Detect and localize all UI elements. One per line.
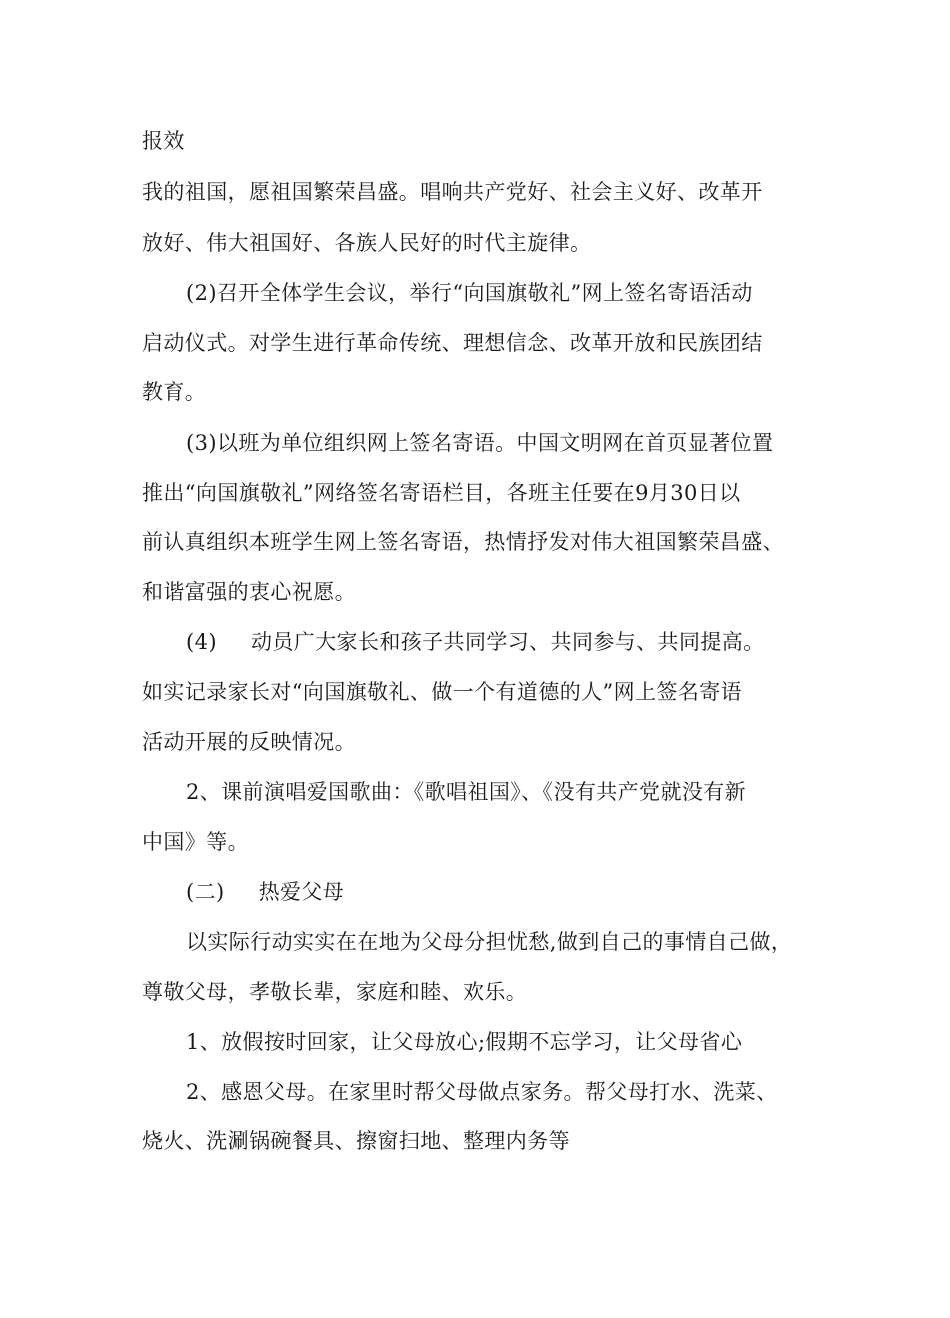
- text-line: 尊敬父母，孝敬长辈，家庭和睦、欢乐。: [142, 980, 528, 1004]
- list-marker: (4): [186, 630, 217, 654]
- text-line: 放好、伟大祖国好、各族人民好的时代主旋律。: [142, 231, 592, 255]
- text-line: (3)以班为单位组织网上签名寄语。中国文明网在首页显著位置: [186, 431, 774, 455]
- text-line: 教育。: [142, 380, 207, 404]
- text-line: 1、放假按时回家，让父母放心;假期不忘学习，让父母省心: [186, 1030, 743, 1054]
- text-line: 前认真组织本班学生网上签名寄语，热情抒发对伟大祖国繁荣昌盛、: [142, 530, 784, 554]
- text-segment: 动员广大家长和孩子共同学习、共同参与、共同提高。: [250, 630, 765, 654]
- section-heading: [186, 880, 344, 904]
- text-line: 推出“向国旗敬礼”网络签名寄语栏目，各班主任要在9月30日以: [142, 481, 741, 505]
- text-line: 2、课前演唱爱国歌曲：《歌唱祖国》、《没有共产党就没有新: [186, 780, 747, 804]
- text-line: 和谐富强的衷心祝愿。: [142, 580, 356, 604]
- text-line: 我的祖国，愿祖国繁荣昌盛。唱响共产党好、社会主义好、改革开: [142, 180, 763, 204]
- text-line: 启动仪式。对学生进行革命传统、理想信念、改革开放和民族团结: [142, 331, 763, 355]
- text-line: 烧火、洗涮锅碗餐具、擦窗扫地、整理内务等: [142, 1129, 570, 1153]
- text-line: [186, 630, 765, 654]
- text-line: 2、感恩父母。在家里时帮父母做点家务。帮父母打水、洗菜、: [186, 1080, 778, 1104]
- section-title: 热爱父母: [258, 880, 345, 904]
- section-marker: (二): [186, 880, 225, 904]
- text-line: 如实记录家长对“向国旗敬礼、做一个有道德的人”网上签名寄语: [142, 680, 743, 704]
- text-line: 以实际行动实实在在地为父母分担忧愁,做到自己的事情自己做，: [186, 930, 793, 954]
- text-line: 报效: [142, 129, 185, 153]
- text-line: 中国》等。: [142, 830, 249, 854]
- text-line: (2)召开全体学生会议，举行“向国旗敬礼”网上签名寄语活动: [186, 281, 753, 305]
- text-line: 活动开展的反映情况。: [142, 730, 356, 754]
